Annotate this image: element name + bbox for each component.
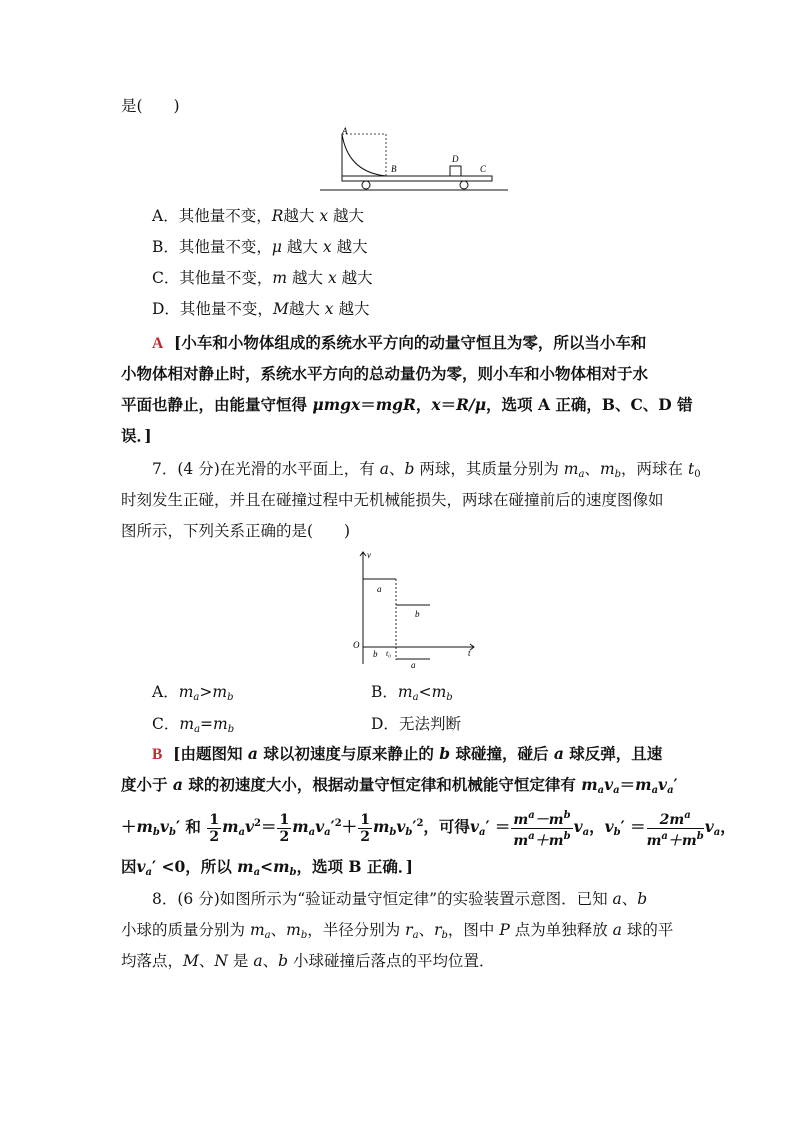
- wheel-right: [460, 181, 468, 189]
- q7-explanation-line4: 因$v_a' <0$，所以 $m_a<m_b$，选项 B 正确．]: [121, 857, 413, 878]
- q6-option-a: [152, 206, 364, 226]
- q6-option-d-label: D．其他量不变，: [152, 300, 273, 318]
- q7-e3-get: ，可得: [423, 817, 470, 836]
- q6-explanation-text1: [小车和小物体组成的系统水平方向的动量守恒且为零，所以当小车和: [174, 333, 647, 352]
- q7-e4b: <0，所以: [161, 857, 238, 876]
- label-o: O: [353, 640, 360, 650]
- q6-exp-eq2: mgR: [375, 395, 416, 414]
- q8-stem-line1: 8．(6 分)如图所示为“验证动量守恒定律”的实验装置示意图．已知 a、b: [152, 890, 648, 908]
- label-c: C: [480, 164, 487, 174]
- q8-l1b: 、: [621, 890, 638, 908]
- q6-option-d-text: 越大: [288, 300, 320, 318]
- q6-explanation-text2: 小物体相对静止时，系统水平方向的总动量仍为零，则小车和小物体相对于水: [121, 364, 649, 383]
- q6-option-c-text: 越大: [292, 269, 324, 287]
- q6-option-b-label: B．其他量不变，: [152, 238, 272, 256]
- q6-answer-letter: A: [152, 335, 164, 352]
- q7-l1b: 、: [388, 460, 405, 478]
- q7-stem-line3: [121, 521, 350, 541]
- q7-l2: 时刻发生正碰，并且在碰撞过程中无机械能损失，两球在碰撞前后的速度图像如: [121, 491, 664, 509]
- q6-option-b-tail: 越大: [336, 238, 368, 256]
- q7-explanation-line1: B [由题图知 a 球以初速度与原来静止的 b 球碰撞，碰后 a 球反弹，且速: [152, 744, 663, 763]
- q7-option-b: B．$m_a<m_b$: [371, 683, 453, 703]
- q6-option-d-var: M: [272, 300, 289, 318]
- q7-option-c: C．$m_a=m_b$: [152, 715, 235, 735]
- q7-l1-t: t: [687, 460, 695, 478]
- q6-stem-tail: [121, 96, 180, 116]
- q7-e1c: 球碰撞，碰后: [450, 744, 554, 763]
- q7-opt-a-rel: >: [199, 683, 213, 701]
- q6-option-a-x: x: [319, 207, 329, 225]
- q6-explanation-line4: [121, 426, 152, 446]
- q7-velocity-graph: [346, 548, 482, 670]
- q7-l1-mb-sub: b: [614, 469, 622, 480]
- label-v: v: [367, 550, 371, 560]
- q7-answer-letter: B: [152, 746, 163, 763]
- q8-l2d: 、: [418, 921, 435, 939]
- q7-l1-mb: m: [599, 460, 615, 478]
- q7-opt-d-label: D．: [371, 715, 399, 733]
- q7-explanation-line2: 度小于 a 球的初速度大小，根据动量守恒定律和机械能守恒定律有 $m_av_a=m_av_a'$: [121, 775, 678, 796]
- q7-e2b: 球的初速度大小，根据动量守恒定律和机械能守恒定律有: [182, 775, 582, 794]
- q6-option-a-var: R: [271, 207, 284, 225]
- q6-stem-text: 是( ): [121, 97, 180, 115]
- q7-l1-ma: m: [563, 460, 579, 478]
- label-t: t: [468, 648, 471, 658]
- q7-opt-c-label: C．: [152, 715, 180, 733]
- q7-stem-line2: [121, 490, 664, 510]
- q6-exp-3d: ＝: [440, 395, 457, 414]
- q8-l2g: 球的平: [621, 921, 674, 939]
- q8-l3d: 、: [262, 952, 279, 970]
- q6-exp-3b: ＝: [360, 395, 376, 414]
- q6-option-a-text: 越大: [283, 207, 315, 225]
- wheel-left: [362, 181, 370, 189]
- q8-l2a: 小球的质量分别为: [121, 921, 250, 939]
- q6-explanation-line1: [152, 333, 646, 354]
- q6-exp-3c: ，: [415, 395, 432, 414]
- q7-l1c: 两球，其质量分别为: [414, 460, 564, 478]
- label-a-low: a: [411, 660, 416, 670]
- q6-option-b-text: 越大: [286, 238, 318, 256]
- q6-option-b-x: x: [322, 238, 332, 256]
- q8-l3a: 均落点，: [121, 952, 184, 970]
- label-a-top: a: [377, 584, 382, 594]
- q6-exp-eq1: μmgx: [312, 395, 361, 414]
- label-b-mid: b: [415, 609, 420, 619]
- q7-opt-c-rel: =: [200, 715, 214, 733]
- q6-explanation-line3: [121, 395, 693, 415]
- q6-option-c-label: C．其他量不变，: [152, 269, 273, 287]
- q8-l2c: ，半径分别为: [307, 921, 406, 939]
- q7-l1-ma-sub: a: [578, 469, 585, 480]
- q6-option-c-var: m: [272, 269, 288, 287]
- q6-option-a-tail: 越大: [333, 207, 365, 225]
- q6-exp-eq4: R/μ: [456, 395, 487, 414]
- q6-exp-3a: 平面也静止，由能量守恒得: [121, 395, 313, 414]
- q8-l3b: 、: [198, 952, 215, 970]
- q7-e4c: ，选项 B 正确．]: [296, 857, 413, 876]
- q7-option-d: [371, 714, 461, 734]
- q7-l1-a-var: a: [379, 460, 389, 478]
- q6-cart-figure: [318, 126, 510, 194]
- q7-option-a: A．$m_a>m_b$: [152, 683, 234, 703]
- q7-opt-b-rel: <: [418, 683, 432, 701]
- label-t0: t₀: [386, 649, 392, 658]
- block-d: [450, 166, 461, 176]
- q6-option-c-tail: 越大: [341, 269, 373, 287]
- q7-opt-d-text: 无法判断: [398, 715, 461, 733]
- q6-option-d: [152, 299, 369, 319]
- label-b-low: b: [373, 649, 378, 659]
- cart-plank: [342, 176, 492, 181]
- q8-l2b: 、: [270, 921, 287, 939]
- label-d: D: [452, 154, 459, 164]
- q6-option-d-x: x: [324, 300, 334, 318]
- q6-exp-eq3: x: [431, 395, 441, 414]
- q7-l1e: ，两球在: [621, 460, 688, 478]
- q7-l1a: 7．(4 分)在光滑的水平面上，有: [152, 460, 380, 478]
- label-a: A: [342, 126, 348, 136]
- q7-e2a: 度小于: [121, 775, 173, 794]
- q7-e1d: 球反弹，且速: [563, 744, 663, 763]
- ramp-block: [342, 134, 386, 176]
- q8-l3-n: N: [214, 952, 228, 970]
- q7-explanation-line3: $+m_bv_b'$ 和 $\frac{1}{2}$ $m_av^2=$ $\frac{1}{2}$ $m_av_a'^2+$ $\frac{1}{2}$ $m_bv_b'^2$，可得$v_a'$ ＝ $\frac{m^a-m^b}{m^a+m^b}$ $v_a$，$v_b'$ ＝ $\frac{2m^a}{m^a+m^b}$ $v_a$，: [121, 809, 736, 849]
- q7-l1d: 、: [584, 460, 600, 478]
- q7-e4a: 因: [121, 857, 137, 876]
- q6-option-b-var: μ: [271, 238, 282, 256]
- q8-stem-line3: 均落点，M、N 是 a、b 小球碰撞后落点的平均位置．: [121, 952, 495, 970]
- q7-l3: 图所示，下列关系正确的是( ): [121, 522, 351, 540]
- q6-option-c-x: x: [327, 269, 337, 287]
- q7-opt-b-label: B．: [371, 683, 398, 701]
- q7-e3-and: 和: [180, 817, 207, 836]
- q7-l1-t-sub: 0: [694, 469, 701, 480]
- q8-l2-p: P: [499, 921, 510, 939]
- q6-exp-4: 误．]: [121, 426, 152, 445]
- q8-l2e: ，图中: [447, 921, 500, 939]
- q6-option-b: [152, 237, 368, 257]
- q6-option-c: [152, 268, 373, 288]
- q7-e1b: 球以初速度与原来静止的: [257, 744, 440, 763]
- q7-opt-a-label: A．: [152, 683, 179, 701]
- q8-l1a: 8．(6 分)如图所示为“验证动量守恒定律”的实验装置示意图．已知: [152, 890, 613, 908]
- q8-stem-line2: 小球的质量分别为 $m_a$、$m_b$，半径分别为 $r_a$、$r_b$，图中 P 点为单独释放 a 球的平: [121, 921, 674, 941]
- q6-exp-3e: ，选项 A 正确，B、C、D 错: [486, 395, 693, 414]
- q8-l3c: 是: [227, 952, 254, 970]
- q6-option-d-tail: 越大: [338, 300, 370, 318]
- label-b: B: [391, 164, 397, 174]
- q6-explanation-line2: [121, 364, 648, 384]
- q7-stem-line1: [152, 459, 701, 485]
- q8-l3e: 小球碰撞后落点的平均位置．: [288, 952, 495, 970]
- q7-e1a: [由题图知: [173, 744, 248, 763]
- q8-l3-m: M: [183, 952, 199, 970]
- q6-option-a-label: A．其他量不变，: [152, 207, 272, 225]
- q7-l1-b-var: b: [404, 460, 415, 478]
- q8-l2f: 点为单独释放: [509, 921, 613, 939]
